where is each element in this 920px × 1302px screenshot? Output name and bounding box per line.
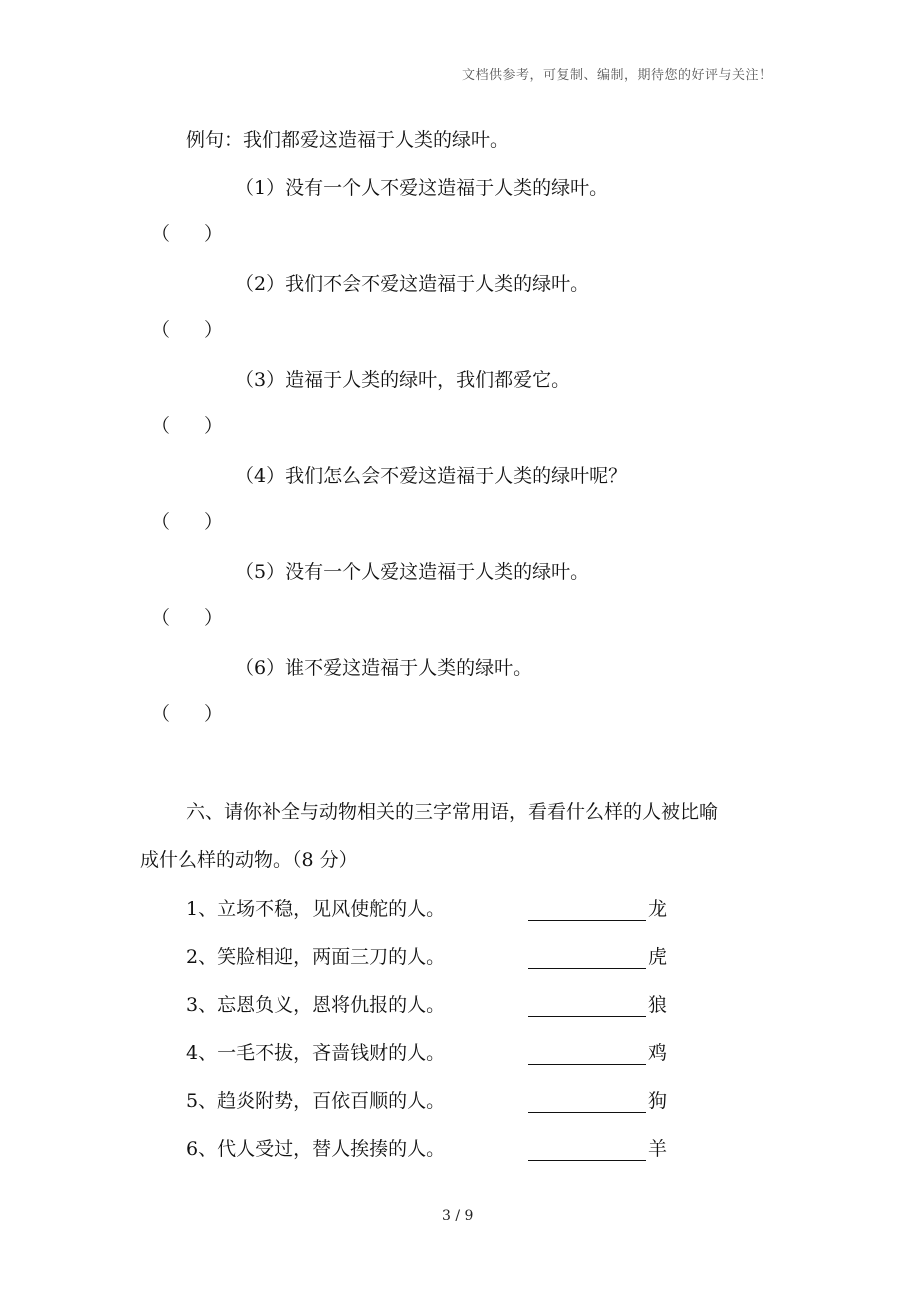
answer-paren-close: ） [204, 511, 224, 533]
item-sentence: （5）没有一个人爱这造福于人类的绿叶。 [235, 561, 590, 583]
idiom-description: 3、忘恩负义，恩将仇报的人。 [186, 994, 446, 1016]
idiom-description: 4、一毛不拔，吝啬钱财的人。 [186, 1042, 446, 1064]
idiom-answer [528, 945, 667, 969]
answer-paren-open: （ [151, 223, 171, 245]
idiom-description: 1、立场不稳，见风使舵的人。 [186, 898, 446, 920]
idiom-answer [528, 897, 667, 921]
answer-paren-open: （ [151, 511, 171, 533]
animal-label: 狼 [648, 994, 668, 1016]
fill-blank[interactable] [528, 1142, 646, 1161]
fill-blank[interactable] [528, 950, 646, 969]
section-6-heading: 六、请你补全与动物相关的三字常用语，看看什么样的人被比喻 [186, 801, 719, 823]
item-sentence: （4）我们怎么会不爱这造福于人类的绿叶呢？ [235, 465, 628, 487]
idiom-answer [528, 1041, 667, 1065]
fill-blank[interactable] [528, 1094, 646, 1113]
idiom-description: 5、趋炎附势，百依百顺的人。 [186, 1090, 446, 1112]
fill-blank[interactable] [528, 1046, 646, 1065]
example-sentence: 例句：我们都爱这造福于人类的绿叶。 [186, 129, 510, 151]
answer-paren-open: （ [151, 607, 171, 629]
animal-label: 鸡 [648, 1042, 668, 1064]
answer-paren-open: （ [151, 415, 171, 437]
item-sentence: （6）谁不爱这造福于人类的绿叶。 [235, 657, 533, 679]
answer-paren-close: ） [204, 415, 224, 437]
item-sentence: （2）我们不会不爱这造福于人类的绿叶。 [235, 273, 590, 295]
fill-blank[interactable] [528, 998, 646, 1017]
idiom-answer [528, 993, 667, 1017]
animal-label: 狗 [648, 1090, 668, 1112]
section-6-heading-cont: 成什么样的动物。（8 分） [140, 849, 358, 871]
header-note: 文档供参考，可复制、编制，期待您的好评与关注！ [462, 68, 773, 83]
answer-paren-close: ） [204, 703, 224, 725]
page-number: 3 / 9 [442, 1208, 474, 1224]
animal-label: 羊 [648, 1138, 668, 1160]
fill-blank[interactable] [528, 902, 646, 921]
answer-paren-close: ） [204, 223, 224, 245]
answer-paren-open: （ [151, 319, 171, 341]
item-sentence: （1）没有一个人不爱这造福于人类的绿叶。 [235, 177, 609, 199]
idiom-description: 2、笑脸相迎，两面三刀的人。 [186, 946, 446, 968]
animal-label: 龙 [648, 898, 668, 920]
animal-label: 虎 [648, 946, 668, 968]
answer-paren-close: ） [204, 319, 224, 341]
answer-paren-close: ） [204, 607, 224, 629]
idiom-description: 6、代人受过，替人挨揍的人。 [186, 1138, 446, 1160]
answer-paren-open: （ [151, 703, 171, 725]
item-sentence: （3）造福于人类的绿叶，我们都爱它。 [235, 369, 571, 391]
idiom-answer [528, 1089, 667, 1113]
idiom-answer [528, 1137, 667, 1161]
